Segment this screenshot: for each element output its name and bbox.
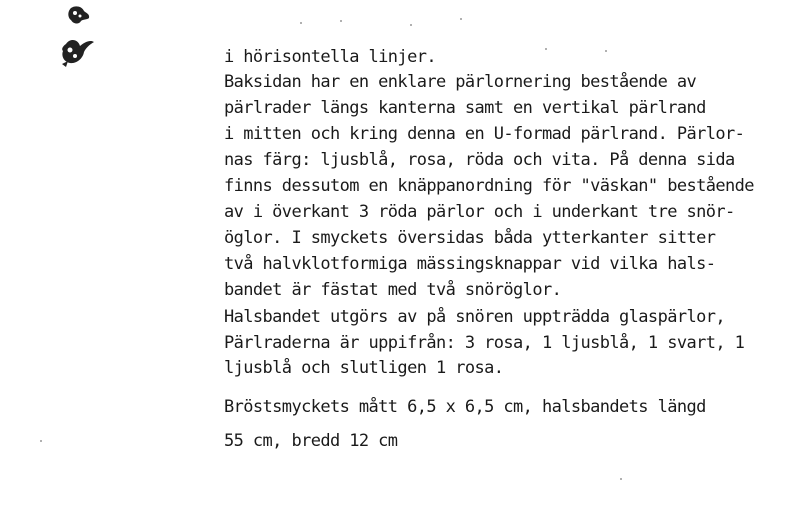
document-text-line: Baksidan har en enklare pärlornering bestående av: [224, 72, 697, 92]
paper-speck: [620, 478, 622, 480]
paper-speck: [300, 22, 302, 24]
paper-speck: [40, 440, 42, 442]
document-text-line: nas färg: ljusblå, rosa, röda och vita. På denna sida: [224, 150, 735, 170]
document-text-line: i mitten och kring denna en U-formad pärlrand. Pärlor-: [224, 124, 745, 144]
document-text-line: finns dessutom en knäppanordning för "väskan" bestående: [224, 176, 754, 196]
document-text-line: bandet är fästat med två snöröglor.: [224, 280, 562, 300]
paper-speck: [340, 20, 342, 22]
document-text-line: öglor. I smyckets översidas båda ytterkanter sitter: [224, 228, 716, 248]
document-text-line: 55 cm, bredd 12 cm: [224, 431, 398, 451]
document-text-line: av i överkant 3 röda pärlor och i underkant tre snör-: [224, 202, 735, 222]
paper-speck: [460, 18, 462, 20]
document-text-line: två halvklotformiga mässingsknappar vid vilka hals-: [224, 254, 716, 274]
ink-blot-mark-bottom: [56, 34, 98, 70]
document-text-line: ljusblå och slutligen 1 rosa.: [224, 358, 504, 378]
paper-speck: [545, 48, 547, 50]
document-text-line: i hörisontella linjer.: [224, 47, 436, 67]
paper-speck: [410, 24, 412, 26]
document-text-line: Bröstsmyckets mått 6,5 x 6,5 cm, halsbandets längd: [224, 397, 706, 417]
document-text-line: Halsbandet utgörs av på snören uppträdda glaspärlor,: [224, 307, 726, 327]
document-text-line: pärlrader längs kanterna samt en vertikal pärlrand: [224, 98, 706, 118]
paper-speck: [605, 50, 607, 52]
document-text-line: Pärlraderna är uppifrån: 3 rosa, 1 ljusblå, 1 svart, 1: [224, 333, 745, 353]
ink-blot-mark-top: [62, 4, 94, 30]
